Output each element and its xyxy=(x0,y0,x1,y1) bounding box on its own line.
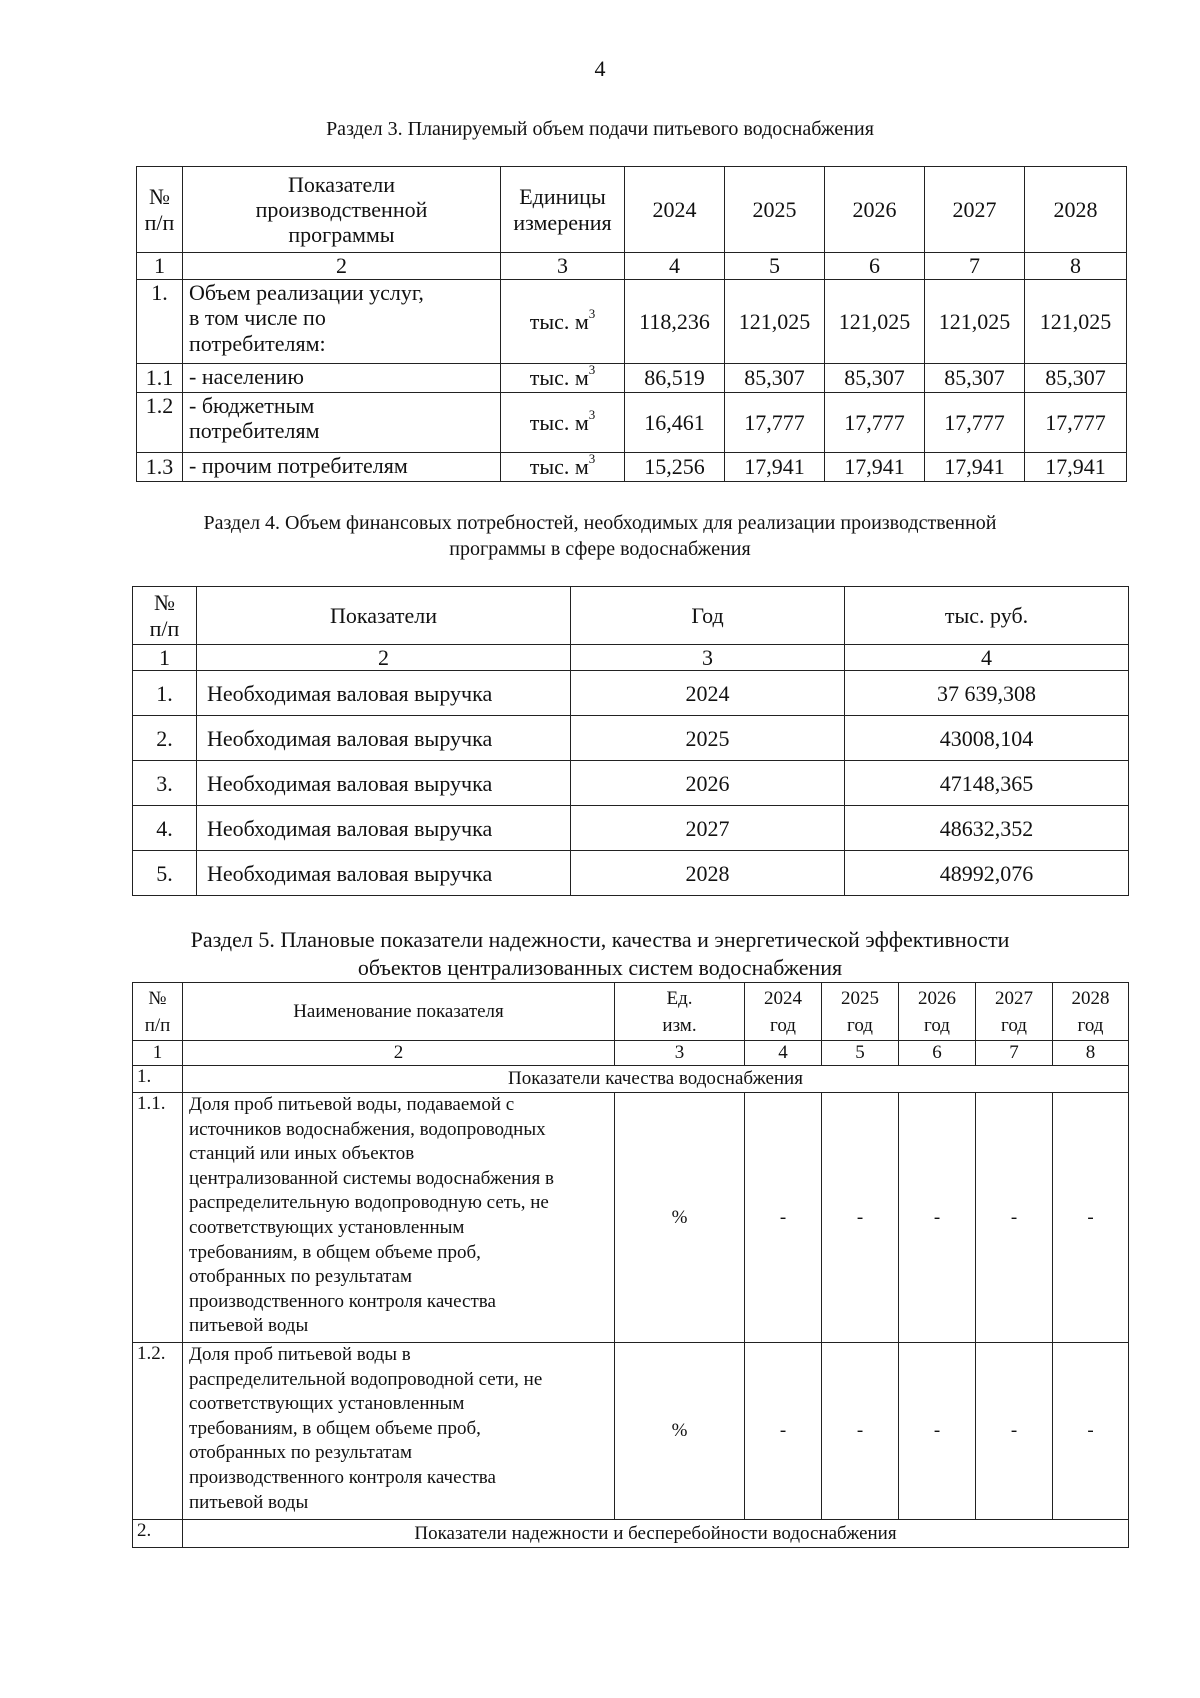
header-unit: Ед. изм. xyxy=(615,983,745,1041)
row-amount: 48632,352 xyxy=(845,806,1129,851)
row-unit: тыс. $м^3$ xyxy=(501,364,625,393)
row-unit: % xyxy=(615,1093,745,1343)
col-number: 8 xyxy=(1053,1041,1129,1066)
row-value: 17,941 xyxy=(1025,453,1127,482)
row-value: 17,777 xyxy=(725,393,825,453)
row-value: 121,025 xyxy=(825,280,925,364)
group-title: Показатели качества водоснабжения xyxy=(183,1066,1129,1093)
row-name: - бюджетным потребителям xyxy=(183,393,501,453)
row-unit: тыс. $м^3$ xyxy=(501,393,625,453)
table-row xyxy=(137,364,1127,393)
row-value: 17,777 xyxy=(825,393,925,453)
row-name: Необходимая валовая выручка xyxy=(197,761,571,806)
row-year: 2024 xyxy=(571,671,845,716)
header-year: 2026 xyxy=(825,167,925,253)
header-year: 2025 xyxy=(725,167,825,253)
row-name: Доля проб питьевой воды, подаваемой с источников водоснабжения, водопроводных станций или иных объектов централизованной системы водоснабжения в распределительную водопроводную сеть, не соответствующих установленным требованиям, в общем объеме проб, отобранных по результатам производственного контроля качества питьевой воды xyxy=(183,1093,615,1343)
table-row xyxy=(137,453,1127,482)
header-amount: тыс. руб. xyxy=(845,587,1129,645)
section5-title: Раздел 5. Плановые показатели надежности, качества и энергетической эффективности объектов централизованных систем водоснабжения xyxy=(190,927,1010,980)
table-row xyxy=(133,716,1129,761)
row-num: 5. xyxy=(133,851,197,896)
table-row xyxy=(137,280,1127,364)
header-indicator: Показатели производственной программы xyxy=(183,167,501,253)
header-year: 2025 год xyxy=(822,983,899,1041)
header-unit: Единицы измерения xyxy=(501,167,625,253)
group-num: 1. xyxy=(133,1066,183,1093)
row-value: 85,307 xyxy=(725,364,825,393)
table-row xyxy=(133,671,1129,716)
row-value: 85,307 xyxy=(925,364,1025,393)
row-value: - xyxy=(976,1093,1053,1343)
row-year: 2027 xyxy=(571,806,845,851)
row-value: - xyxy=(899,1343,976,1520)
table-row xyxy=(133,761,1129,806)
col-number: 8 xyxy=(1025,253,1127,280)
row-name: Необходимая валовая выручка xyxy=(197,716,571,761)
row-value: - xyxy=(1053,1093,1129,1343)
row-unit: тыс. $м^3$ xyxy=(501,453,625,482)
row-amount: 48992,076 xyxy=(845,851,1129,896)
group-row xyxy=(133,1066,1129,1093)
row-year: 2026 xyxy=(571,761,845,806)
row-name: Объем реализации услуг, в том числе по потребителям: xyxy=(183,280,501,364)
table-row xyxy=(133,1093,1129,1343)
header-year: 2027 год xyxy=(976,983,1053,1041)
col-number: 4 xyxy=(845,645,1129,671)
row-value: 17,941 xyxy=(725,453,825,482)
row-value: 17,941 xyxy=(925,453,1025,482)
row-value: 16,461 xyxy=(625,393,725,453)
table-row xyxy=(133,806,1129,851)
row-name: - населению xyxy=(183,364,501,393)
table-row xyxy=(133,1343,1129,1520)
row-value: 86,519 xyxy=(625,364,725,393)
col-number: 1 xyxy=(137,253,183,280)
row-value: - xyxy=(976,1343,1053,1520)
header-num: № п/п xyxy=(133,587,197,645)
row-value: - xyxy=(745,1093,822,1343)
section4-header-row xyxy=(133,587,1129,645)
row-value: - xyxy=(822,1343,899,1520)
col-number: 4 xyxy=(625,253,725,280)
section3-header-row xyxy=(137,167,1127,253)
col-number: 7 xyxy=(925,253,1025,280)
section3-title: Раздел 3. Планируемый объем подачи питьевого водоснабжения xyxy=(326,118,874,140)
row-value: 85,307 xyxy=(825,364,925,393)
col-number: 3 xyxy=(615,1041,745,1066)
row-value: 121,025 xyxy=(1025,280,1127,364)
row-name: Доля проб питьевой воды в распределительной водопроводной сети, не соответствующих установленным требованиям, в общем объеме проб, отобранных по результатам производственного контроля качества питьевой воды xyxy=(183,1343,615,1520)
col-number: 1 xyxy=(133,645,197,671)
row-year: 2028 xyxy=(571,851,845,896)
col-number: 3 xyxy=(501,253,625,280)
row-value: 121,025 xyxy=(725,280,825,364)
row-value: 15,256 xyxy=(625,453,725,482)
row-year: 2025 xyxy=(571,716,845,761)
row-num: 1. xyxy=(133,671,197,716)
row-num: 1.1. xyxy=(133,1093,183,1343)
row-num: 1.3 xyxy=(137,453,183,482)
row-value: 17,941 xyxy=(825,453,925,482)
table-row xyxy=(133,851,1129,896)
row-value: 121,025 xyxy=(925,280,1025,364)
row-value: 17,777 xyxy=(1025,393,1127,453)
row-num: 4. xyxy=(133,806,197,851)
col-number: 5 xyxy=(822,1041,899,1066)
group-num: 2. xyxy=(133,1520,183,1548)
header-num: № п/п xyxy=(133,983,183,1041)
row-name: - прочим потребителям xyxy=(183,453,501,482)
header-year: Год xyxy=(571,587,845,645)
col-number: 7 xyxy=(976,1041,1053,1066)
row-value: 85,307 xyxy=(1025,364,1127,393)
row-num: 2. xyxy=(133,716,197,761)
row-value: 17,777 xyxy=(925,393,1025,453)
row-unit: тыс. $м^3$ xyxy=(501,280,625,364)
column-number-row xyxy=(133,1041,1129,1066)
row-value: - xyxy=(899,1093,976,1343)
table-row xyxy=(137,393,1127,453)
section4-table xyxy=(132,586,1129,896)
col-number: 1 xyxy=(133,1041,183,1066)
section4-title: Раздел 4. Объем финансовых потребностей, необходимых для реализации производственной программы в сфере водоснабжения xyxy=(203,512,997,560)
row-unit: % xyxy=(615,1343,745,1520)
section5-header-row xyxy=(133,983,1129,1041)
col-number: 6 xyxy=(825,253,925,280)
section5-table xyxy=(132,982,1129,1548)
page-number: 4 xyxy=(594,56,606,81)
row-value: - xyxy=(822,1093,899,1343)
row-num: 1. xyxy=(137,280,183,364)
header-year: 2024 xyxy=(625,167,725,253)
header-indicator: Показатели xyxy=(197,587,571,645)
col-number: 2 xyxy=(183,253,501,280)
group-title: Показатели надежности и бесперебойности водоснабжения xyxy=(183,1520,1129,1548)
header-indicator: Наименование показателя xyxy=(183,983,615,1041)
row-value: 118,236 xyxy=(625,280,725,364)
column-number-row xyxy=(137,253,1127,280)
group-row xyxy=(133,1520,1129,1548)
row-amount: 37 639,308 xyxy=(845,671,1129,716)
header-year: 2026 год xyxy=(899,983,976,1041)
row-name: Необходимая валовая выручка xyxy=(197,671,571,716)
row-amount: 43008,104 xyxy=(845,716,1129,761)
col-number: 2 xyxy=(183,1041,615,1066)
row-value: - xyxy=(745,1343,822,1520)
header-year: 2024 год xyxy=(745,983,822,1041)
section3-table xyxy=(136,166,1127,482)
col-number: 6 xyxy=(899,1041,976,1066)
row-value: - xyxy=(1053,1343,1129,1520)
col-number: 4 xyxy=(745,1041,822,1066)
row-num: 1.1 xyxy=(137,364,183,393)
header-num: № п/п xyxy=(137,167,183,253)
header-year: 2027 xyxy=(925,167,1025,253)
row-num: 3. xyxy=(133,761,197,806)
row-num: 1.2. xyxy=(133,1343,183,1520)
col-number: 2 xyxy=(197,645,571,671)
header-year: 2028 год xyxy=(1053,983,1129,1041)
row-name: Необходимая валовая выручка xyxy=(197,806,571,851)
column-number-row xyxy=(133,645,1129,671)
col-number: 3 xyxy=(571,645,845,671)
header-year: 2028 xyxy=(1025,167,1127,253)
row-num: 1.2 xyxy=(137,393,183,453)
row-name: Необходимая валовая выручка xyxy=(197,851,571,896)
row-amount: 47148,365 xyxy=(845,761,1129,806)
col-number: 5 xyxy=(725,253,825,280)
